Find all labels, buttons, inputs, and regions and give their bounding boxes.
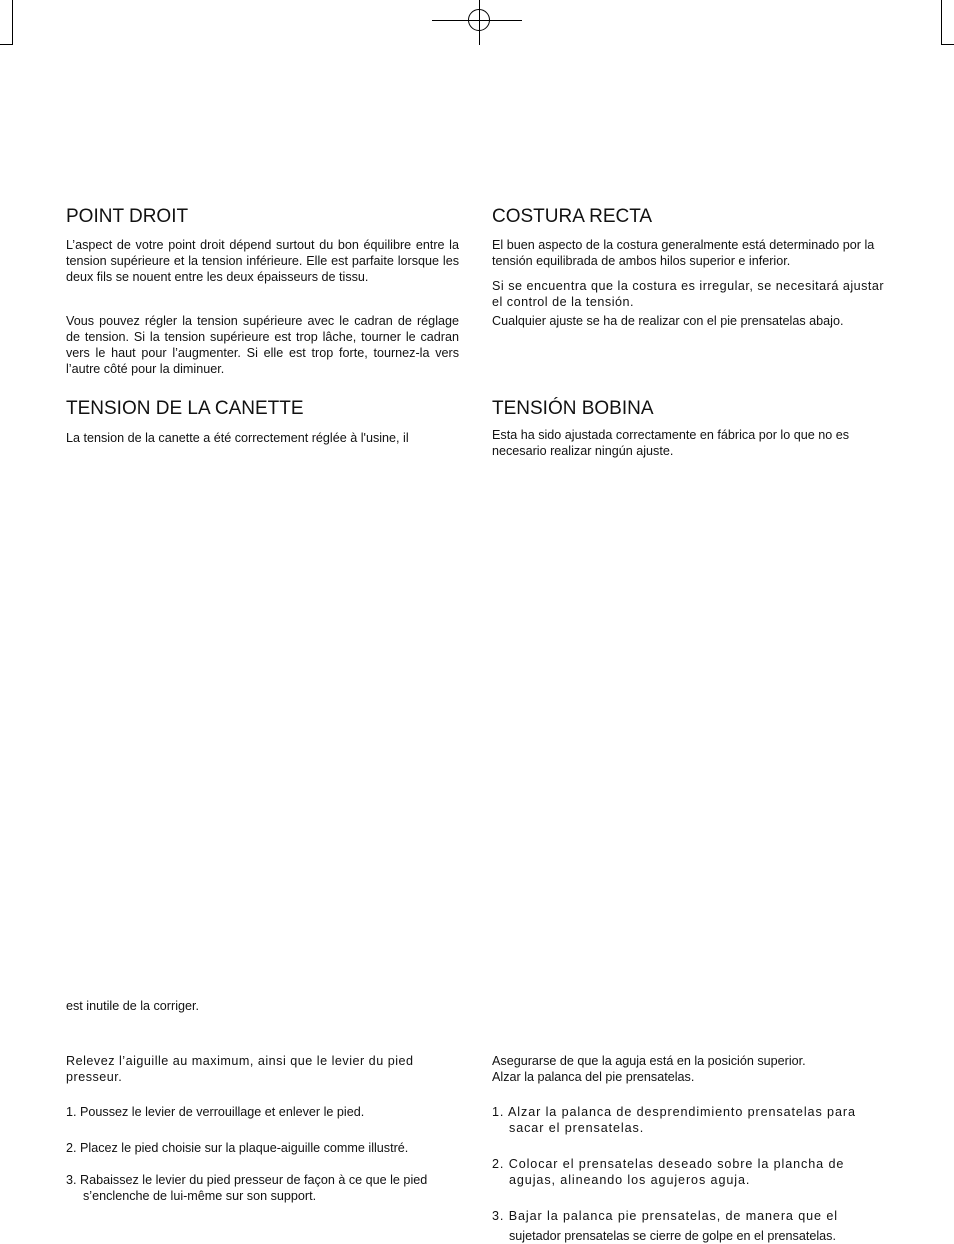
spanish-column [492,0,885,1243]
french-column [66,0,459,1235]
crop-mark-left-foot [0,44,13,45]
crop-mark-right [941,0,942,45]
list-item-pied-3: 3. Rabaissez le levier du pied presseur de façon à ce que le pied s’enclenche de lui-même sur son support. [66,1173,428,1203]
heading-costura-recta: COSTURA RECTA [492,206,653,227]
heading-tension-bobina: TENSIÓN BOBINA [492,398,654,419]
list-item-prensatelas-2: 2. Colocar el prensatelas deseado sobre la plancha de agujas, alineando los agujeros aguja. [492,1157,845,1187]
registration-mark-circle [468,9,490,31]
paragraph-pied-intro: Relevez l’aiguille au maximum, ainsi que le levier du pied presseur. [66,1054,414,1084]
paragraph-prensatelas-intro-2: Alzar la palanca del pie prensatelas. [492,1070,695,1084]
paragraph-point-droit-1: L’aspect de votre point droit dépend surtout du bon équilibre entre la tension supérieure et la tension inférieure. Elle est parfaite lorsque les deux fils se nouent entre les deux épaisseurs de tissu. [66,238,459,284]
paragraph-costura-recta-2: Si se encuentra que la costura es irregular, se necesitará ajustar el control de la tensión. [492,279,885,309]
list-item-prensatelas-1: 1. Alzar la palanca de desprendimiento prensatelas para sacar el prensatelas. [492,1105,856,1135]
list-item-pied-1: 1. Poussez le levier de verrouillage et enlever le pied. [66,1105,365,1119]
crop-mark-right-foot [941,44,954,45]
list-item-prensatelas-3: 3. Bajar la palanca pie prensatelas, de manera que el [492,1209,838,1223]
heading-point-droit: POINT DROIT [66,206,189,227]
heading-tension-canette: TENSION DE LA CANETTE [66,398,304,419]
paragraph-tension-canette-1: La tension de la canette a été correctement réglée à l'usine, il [66,431,409,445]
paragraph-point-droit-2: Vous pouvez régler la tension supérieure avec le cadran de réglage de tension. Si la tension supérieure est trop lâche, tourner le cadran vers le haut pour l’augmenter. Si elle est trop forte, tournez-la vers l’autre côté pour la diminuer. [66,314,459,376]
paragraph-tension-canette-2: est inutile de la corriger. [66,999,200,1013]
crop-mark-left [12,0,13,45]
list-item-pied-2: 2. Placez le pied choisie sur la plaque-aiguille comme illustré. [66,1141,409,1155]
paragraph-costura-recta-1: El buen aspecto de la costura generalmente está determinado por la tensión equilibrada de ambos hilos superior e inferior. [492,238,875,268]
paragraph-prensatelas-intro-1: Asegurarse de que la aguja está en la posición superior. [492,1054,806,1068]
paragraph-tension-bobina-1: Esta ha sido ajustada correctamente en fábrica por lo que no es necesario realizar ningún ajuste. [492,428,850,458]
list-item-prensatelas-3-continued: sujetador prensatelas se cierre de golpe en el prensatelas. [509,1229,836,1243]
paragraph-costura-recta-3: Cualquier ajuste se ha de realizar con el pie prensatelas abajo. [492,314,844,328]
